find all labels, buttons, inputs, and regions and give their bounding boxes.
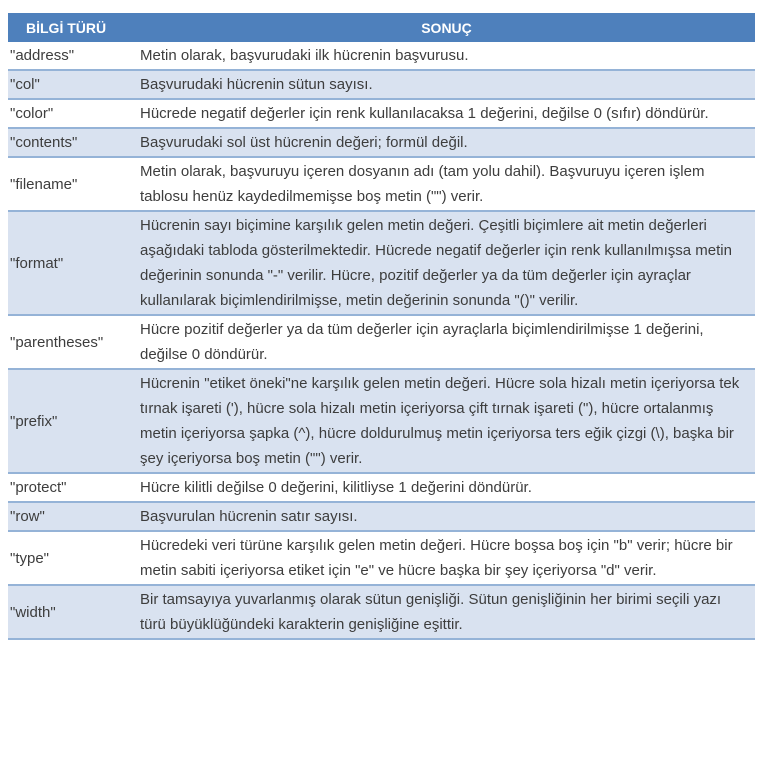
info-type-cell: "contents" <box>8 128 138 157</box>
table-row <box>8 157 755 211</box>
table-header-row <box>8 13 755 42</box>
table-row <box>8 502 755 531</box>
result-cell: Hücrenin "etiket öneki"ne karşılık gelen metin değeri. Hücre sola hizalı metin içeriyorsa tek tırnak işareti ('), hücre sola hizalı metin içeriyorsa çift tırnak işareti ("), hücre ortalanmış metin içeriyorsa şapka (^), hücre doldurulmuş metin içeriyorsa ters eğik çizgi (\), başka bir şey içeriyorsa boş metin ("") verir. <box>138 369 755 473</box>
table-row <box>8 99 755 128</box>
info-type-cell: "color" <box>8 99 138 128</box>
info-type-cell: "protect" <box>8 473 138 502</box>
info-type-cell: "filename" <box>8 157 138 211</box>
info-type-cell: "row" <box>8 502 138 531</box>
info-type-cell: "prefix" <box>8 369 138 473</box>
info-type-cell: "address" <box>8 42 138 70</box>
info-type-cell: "type" <box>8 531 138 585</box>
info-type-cell: "width" <box>8 585 138 639</box>
table-row <box>8 211 755 315</box>
table-body <box>8 42 755 639</box>
table-row <box>8 585 755 639</box>
info-type-cell: "parentheses" <box>8 315 138 369</box>
table-row <box>8 128 755 157</box>
cell-function-info-table-wrap <box>8 13 755 640</box>
result-cell: Bir tamsayıya yuvarlanmış olarak sütun genişliği. Sütun genişliğinin her birimi seçili yazı türü büyüklüğündeki karakterin genişliğine eşittir. <box>138 585 755 639</box>
info-type-cell: "format" <box>8 211 138 315</box>
result-cell: Hücre kilitli değilse 0 değerini, kilitliyse 1 değerini döndürür. <box>138 473 755 502</box>
result-cell: Hücre pozitif değerler ya da tüm değerler için ayraçlarla biçimlendirilmişse 1 değerini, değilse 0 döndürür. <box>138 315 755 369</box>
table-row <box>8 531 755 585</box>
cell-function-info-table <box>8 13 755 640</box>
result-cell: Hücredeki veri türüne karşılık gelen metin değeri. Hücre boşsa boş için "b" verir; hücre bir metin sabiti içeriyorsa etiket için "e" ve hücre başka bir şey içeriyorsa "d" verir. <box>138 531 755 585</box>
table-row <box>8 70 755 99</box>
result-cell: Hücrenin sayı biçimine karşılık gelen metin değeri. Çeşitli biçimlere ait metin değerleri aşağıdaki tabloda gösterilmektedir. Hücrede negatif değerler için renk kullanılmışsa metin değerinin sonunda "-" verilir. Hücre, pozitif değerler ya da tüm değerler için ayraçlar kullanılarak biçimlendirilmişse, metin değerinin sonunda "()" verilir. <box>138 211 755 315</box>
table-row <box>8 369 755 473</box>
result-cell: Metin olarak, başvurudaki ilk hücrenin başvurusu. <box>138 42 755 70</box>
table-row <box>8 42 755 70</box>
info-type-column-header: BİLGİ TÜRÜ <box>8 13 138 42</box>
info-type-cell: "col" <box>8 70 138 99</box>
result-column-header: SONUÇ <box>138 13 755 42</box>
table-row <box>8 473 755 502</box>
result-cell: Hücrede negatif değerler için renk kullanılacaksa 1 değerini, değilse 0 (sıfır) döndürür. <box>138 99 755 128</box>
result-cell: Başvurulan hücrenin satır sayısı. <box>138 502 755 531</box>
result-cell: Metin olarak, başvuruyu içeren dosyanın adı (tam yolu dahil). Başvuruyu içeren işlem tablosu henüz kaydedilmemişse boş metin ("") verir. <box>138 157 755 211</box>
table-row <box>8 315 755 369</box>
result-cell: Başvurudaki sol üst hücrenin değeri; formül değil. <box>138 128 755 157</box>
result-cell: Başvurudaki hücrenin sütun sayısı. <box>138 70 755 99</box>
